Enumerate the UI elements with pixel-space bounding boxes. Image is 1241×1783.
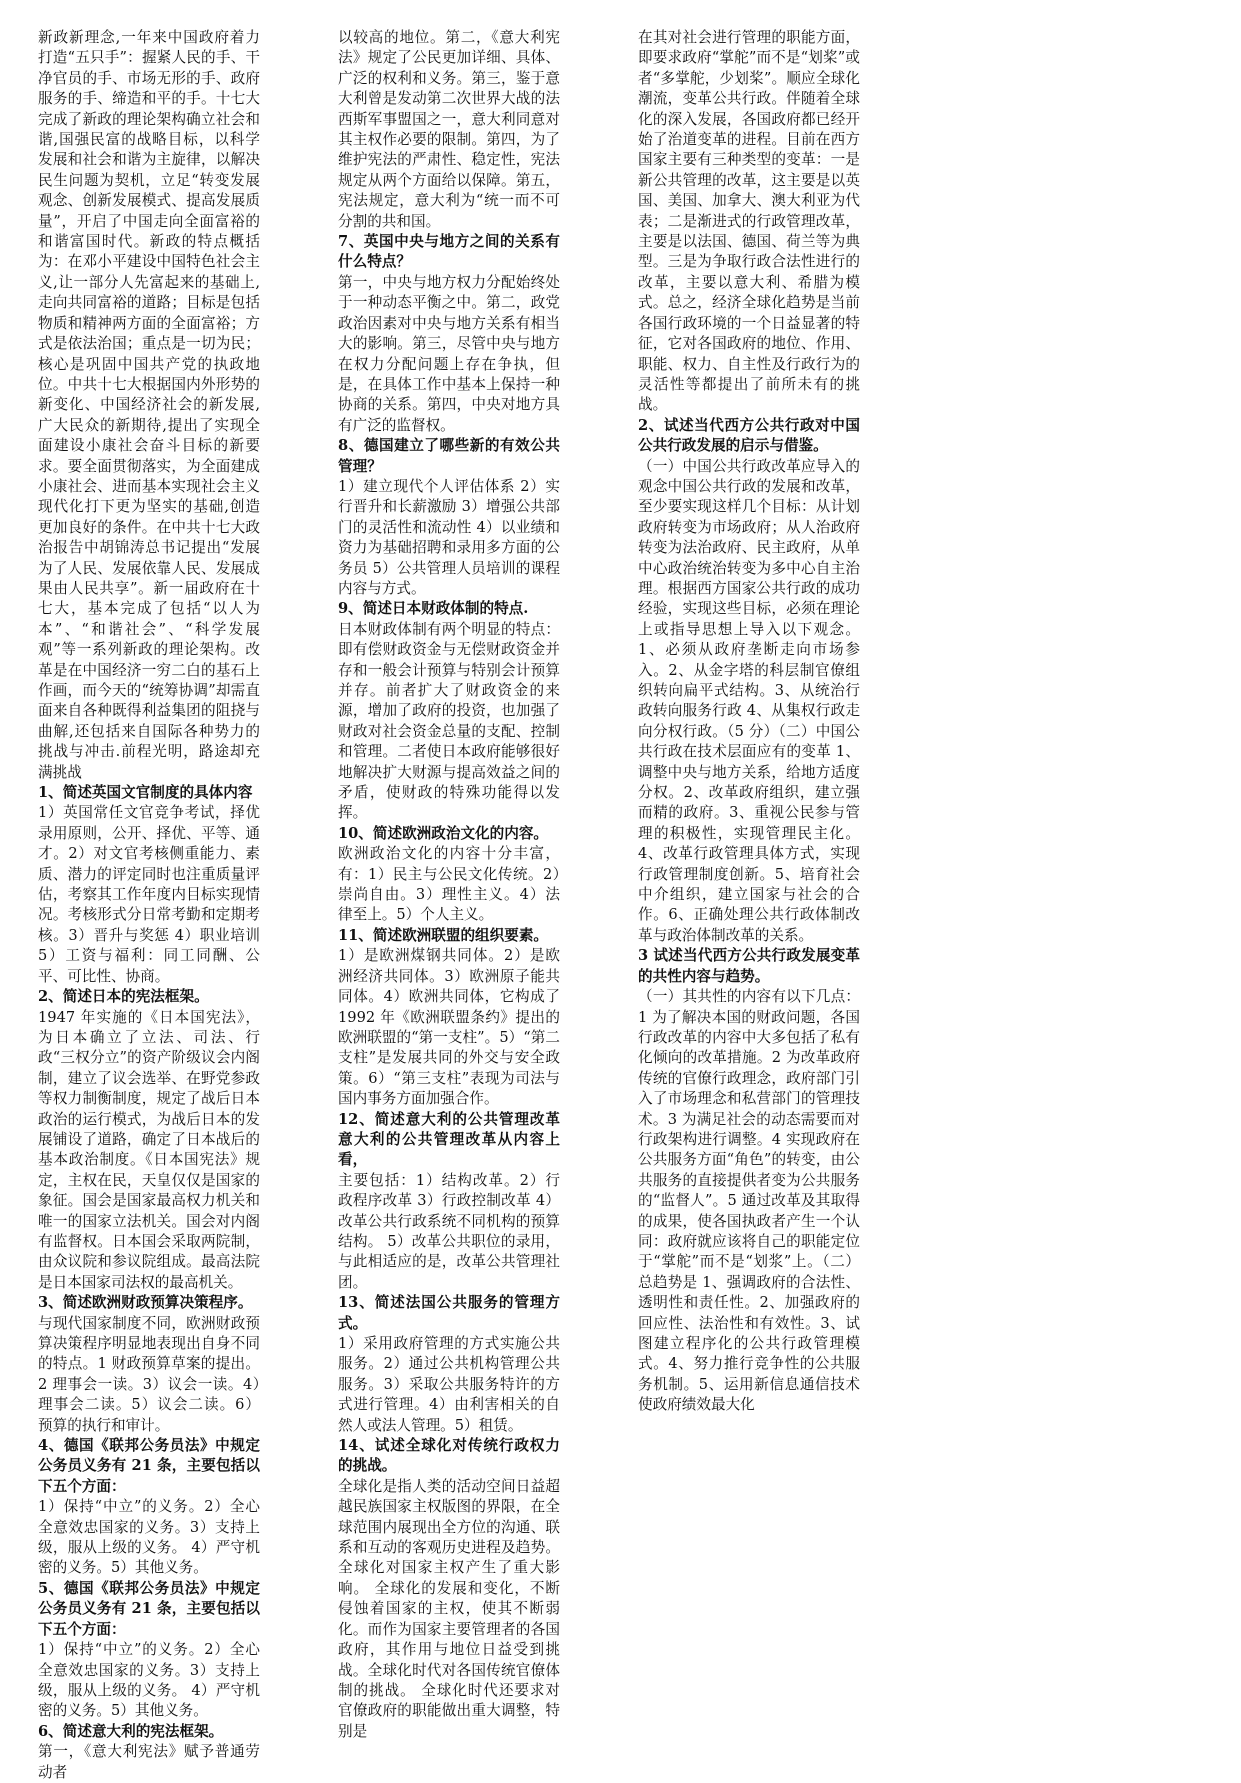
body-paragraph: 1）是欧洲煤钢共同体。2）是欧洲经济共同体。3）欧洲原子能共同体。4）欧洲共同体，它构成了 1992 年《欧洲联盟条约》提出的欧洲联盟的“第一支柱”。5）“第二支柱”是发展共同的外交与安全政策。6）“第三支柱”表现为司法与国内事务方面加强合作。 [338, 947, 560, 1108]
section-heading: 12、简述意大利的公共管理改革意大利的公共管理改革从内容上看， [338, 1110, 560, 1169]
body-paragraph: 新政新理念,一年来中国政府着力打造“五只手”：握紧人民的手、干净官员的手、市场无形的手、政府服务的手、缔造和平的手。十七大完成了新政的理论架构确立社会和谐,国强民富的战略目标，以科学发展和社会和谐为主旋律，以解决民生问题为契机，立足“转变发展观念、创新发展模式、提高发展质量”，开启了中国走向全面富裕的和谐富国时代。新政的特点概括为：在邓小平建设中国特色社会主义,让一部分人先富起来的基础上,走向共同富裕的道路；目标是包括物质和精神两方面的全面富裕；方式是依法治国；重点是一切为民；核心是巩固中国共产党的执政地位。中共十七大根据国内外形势的新变化、中国经济社会的新发展,广大民众的新期待,提出了实现全面建设小康社会奋斗目标的新要求。要全面贯彻落实，为全面建成小康社会、进而基本实现社会主义现代化打下更为坚实的基础,创造更加良好的条件。在中共十七大政治报告中胡锦涛总书记提出“发展为了人民、发展依靠人民、发展成果由人民共享”。新一届政府在十七大，基本完成了包括“以人为本”、“和谐社会”、“科学发展观”等一系列新政的理论架构。改革是在中国经济一穷二白的基石上作画，而今天的“统筹协调”却需直面来自各种既得利益集团的阻挠与曲解,还包括来自国际各种势力的挑战与冲击.前程光明，路途却充满挑战 [38, 29, 260, 781]
section-heading: 10、简述欧洲政治文化的内容。 [338, 824, 549, 842]
section-heading: 3、简述欧洲财政预算决策程序。 [38, 1294, 253, 1312]
body-paragraph: 第一，《意大利宪法》赋予普通劳动者 [38, 1743, 260, 1781]
section-heading: 5、德国《联邦公务员法》中规定公务员义务有 21 条，主要包括以下五个方面： [38, 1579, 260, 1638]
section-heading: 6、简述意大利的宪法框架。 [38, 1722, 224, 1740]
text-column-middle [338, 28, 560, 1742]
section-heading: 8、德国建立了哪些新的有效公共管理？ [338, 437, 560, 475]
body-paragraph: （一）中国公共行政改革应导入的观念中国公共行政的发展和改革，至少要实现这样几个目标：从计划政府转变为市场政府；从人治政府转变为法治政府、民主政府，从单中心政治统治转变为多中心自主治理。根据西方国家公共行政的成功经验，实现这些目标，必须在理论上或指导思想上导入以下观念。1、必须从政府垄断走向市场参入。2、从金字塔的科层制官僚组织转向扁平式结构。3、从统治行政转向服务行政 4、从集权行政走向分权行政。（5 分）（二）中国公共行政在技术层面应有的变革 1、调整中央与地方关系，给地方适度分权。2、改革政府组织，建立强而精的政府。3、重视公民参与管理的积极性，实现管理民主化。4、改革行政管理具体方式，实现行政管理制度创新。5、培育社会中介组织，建立国家与社会的合作。6、正确处理公共行政体制改革与政治体制改革的关系。 [638, 457, 860, 944]
body-paragraph: 日本财政体制有两个明显的特点：即有偿财政资金与无偿财政资金并存和一般会计预算与特别会计预算并存。前者扩大了财政资金的来源，增加了政府的投资，也加强了财政对社会资金总量的支配、控制和管理。二者使日本政府能够很好地解决扩大财源与提高效益之间的矛盾，使财政的特殊功能得以发挥。 [338, 620, 560, 822]
section-heading: 4、德国《联邦公务员法》中规定公务员义务有 21 条，主要包括以下五个方面： [38, 1437, 260, 1495]
body-paragraph: 在其对社会进行管理的职能方面，即要求政府“掌舵”而不是“划桨”或者“多掌舵，少划桨”。顺应全球化潮流，变革公共行政。伴随着全球化的深入发展，各国政府都已经开始了治道变革的进程。目前在西方国家主要有三种类型的变革：一是新公共管理的改革，这主要是以英国、美国、加拿大、澳大利亚为代表；二是渐进式的行政管理改革，主要是以法国、德国、荷兰等为典型。三是为争取行政合法性进行的改革，主要以意大利、希腊为模式。总之，经济全球化趋势是当前各国行政环境的一个日益显著的特征，它对各国政府的地位、作用、职能、权力、自主性及行政行为的灵活性等都提出了前所未有的挑战。 [638, 29, 860, 414]
body-paragraph: 1）英国常任文官竞争考试，择优录用原则，公开、择优、平等、通才。2）对文官考核侧重能力、素质、潜力的评定同时也注重质量评估，考察其工作年度内目标实现情况。考核形式分日常考勤和定期考核。3）晋升与奖惩 4）职业培训 5）工资与福利：同工同酬、公平、可比性、协商。 [38, 804, 260, 985]
section-heading: 2、简述日本的宪法框架。 [38, 988, 209, 1006]
section-heading: 3 试述当代西方公共行政发展变革的共性内容与趋势。 [638, 947, 860, 985]
section-heading: 1、简述英国文官制度的具体内容 [38, 784, 253, 802]
section-heading: 14、试述全球化对传统行政权力的挑战。 [338, 1437, 560, 1475]
section-heading: 13、简述法国公共服务的管理方式。 [338, 1294, 560, 1332]
body-paragraph: 全球化是指人类的活动空间日益超越民族国家主权版图的界限，在全球范围内展现出全方位的沟通、联系和互动的客观历史进程及趋势。全球化对国家主权产生了重大影响。 全球化的发展和变化，不断侵蚀着国家的主权，使其不断弱化。而作为国家主要管理者的各国政府，其作用与地位日益受到挑战。全球化时代对各国传统官僚体制的挑战。 全球化时代还要求对官僚政府的职能做出重大调整，特别是 [338, 1477, 560, 1740]
section-heading: 11、简述欧洲联盟的组织要素。 [338, 926, 549, 944]
body-paragraph: 欧洲政治文化的内容十分丰富，有：1）民主与公民文化传统。2）崇尚自由。3）理性主义。4）法律至上。5）个人主义。 [338, 845, 560, 924]
body-paragraph: 主要包括：1）结构改革。2）行政程序改革 3）行政控制改革 4）改革公共行政系统不同机构的预算结构。 5）改革公共职位的录用，与此相适应的是，改革公共管理社团。 [338, 1171, 560, 1291]
body-paragraph: 1947 年实施的《日本国宪法》，为日本确立了立法、司法、行政“三权分立”的资产阶级议会内阁制，建立了议会选举、在野党参政等权力制衡制度，规定了战后日本政治的运行模式，为战后日本的发展铺设了道路，确定了日本战后的基本政治制度。《日本国宪法》规定，主权在民，天皇仅仅是国家的象征。国会是国家最高权力机关和唯一的国家立法机关。国会对内阁有监督权。日本国会采取两院制，由众议院和参议院组成。最高法院是日本国家司法权的最高机关。 [38, 1008, 260, 1291]
text-column-left [38, 28, 260, 1783]
body-paragraph: 1）保持“中立”的义务。2）全心全意效忠国家的义务。3）支持上级，服从上级的义务。 4）严守机密的义务。5）其他义务。 [38, 1498, 260, 1577]
body-paragraph: （一）其共性的内容有以下几点：1 为了解决本国的财政问题，各国行政改革的内容中大多包括了私有化倾向的改革措施。2 为改革政府传统的官僚行政理念，政府部门引入了市场理念和私营部门的管理技术。3 为满足社会的动态需要而对行政架构进行调整。4 实现政府在公共服务方面“角色”的转变，由公共服务的直接提供者变为公共服务的“监督人”。5 通过改革及其取得的成果，使各国执政者产生一个认同：政府就应该将自己的职能定位于“掌舵”而不是“划浆”上。（二）总趋势是 1、强调政府的合法性、透明性和责任性。2、加强政府的回应性、法治性和有效性。3、试图建立程序化的公共行政管理模式。4、努力推行竞争性的公共服务机制。5、运用新信息通信技术使政府绩效最大化 [638, 988, 860, 1414]
body-paragraph: 第一，中央与地方权力分配始终处于一种动态平衡之中。第二，政党政治因素对中央与地方关系有相当大的影响。第三，尽管中央与地方在权力分配问题上存在争执，但是，在具体工作中基本上保持一种协商的关系。第四，中央对地方具有广泛的监督权。 [338, 273, 560, 434]
body-paragraph: 1）保持“中立”的义务。2）全心全意效忠国家的义务。3）支持上级，服从上级的义务。 4）严守机密的义务。5）其他义务。 [38, 1641, 260, 1720]
section-heading: 7、英国中央与地方之间的关系有什么特点？ [338, 233, 560, 271]
section-heading: 9、简述日本财政体制的特点. [338, 600, 529, 618]
body-paragraph: 1）采用政府管理的方式实施公共服务。2）通过公共机构管理公共服务。3）采取公共服务特许的方式进行管理。4）由利害相关的自然人或法人管理。5）租赁。 [338, 1335, 560, 1434]
body-paragraph: 1）建立现代个人评估体系 2）实行晋升和长薪激励 3）增强公共部门的灵活性和流动性 4）以业绩和资力为基础招聘和录用多方面的公务员 5）公共管理人员培训的课程内容与方式。 [338, 477, 560, 597]
body-paragraph: 与现代国家制度不同，欧洲财政预算决策程序明显地表现出自身不同的特点。1 财政预算草案的提出。2 理事会一读。3）议会一读。4）理事会二读。5）议会二读。6）预算的执行和审计。 [38, 1314, 260, 1434]
body-paragraph: 以较高的地位。第二，《意大利宪法》规定了公民更加详细、具体、广泛的权利和义务。第三，鉴于意大利曾是发动第二次世界大战的法西斯军事盟国之一，意大利同意对其主权作必要的限制。第四，为了维护宪法的严肃性、稳定性，宪法规定从两个方面给以保障。第五，宪法规定，意大利为“统一而不可分割的共和国。 [338, 29, 560, 230]
text-column-right [638, 28, 860, 1416]
section-heading: 2、试述当代西方公共行政对中国公共行政发展的启示与借鉴。 [638, 416, 860, 455]
